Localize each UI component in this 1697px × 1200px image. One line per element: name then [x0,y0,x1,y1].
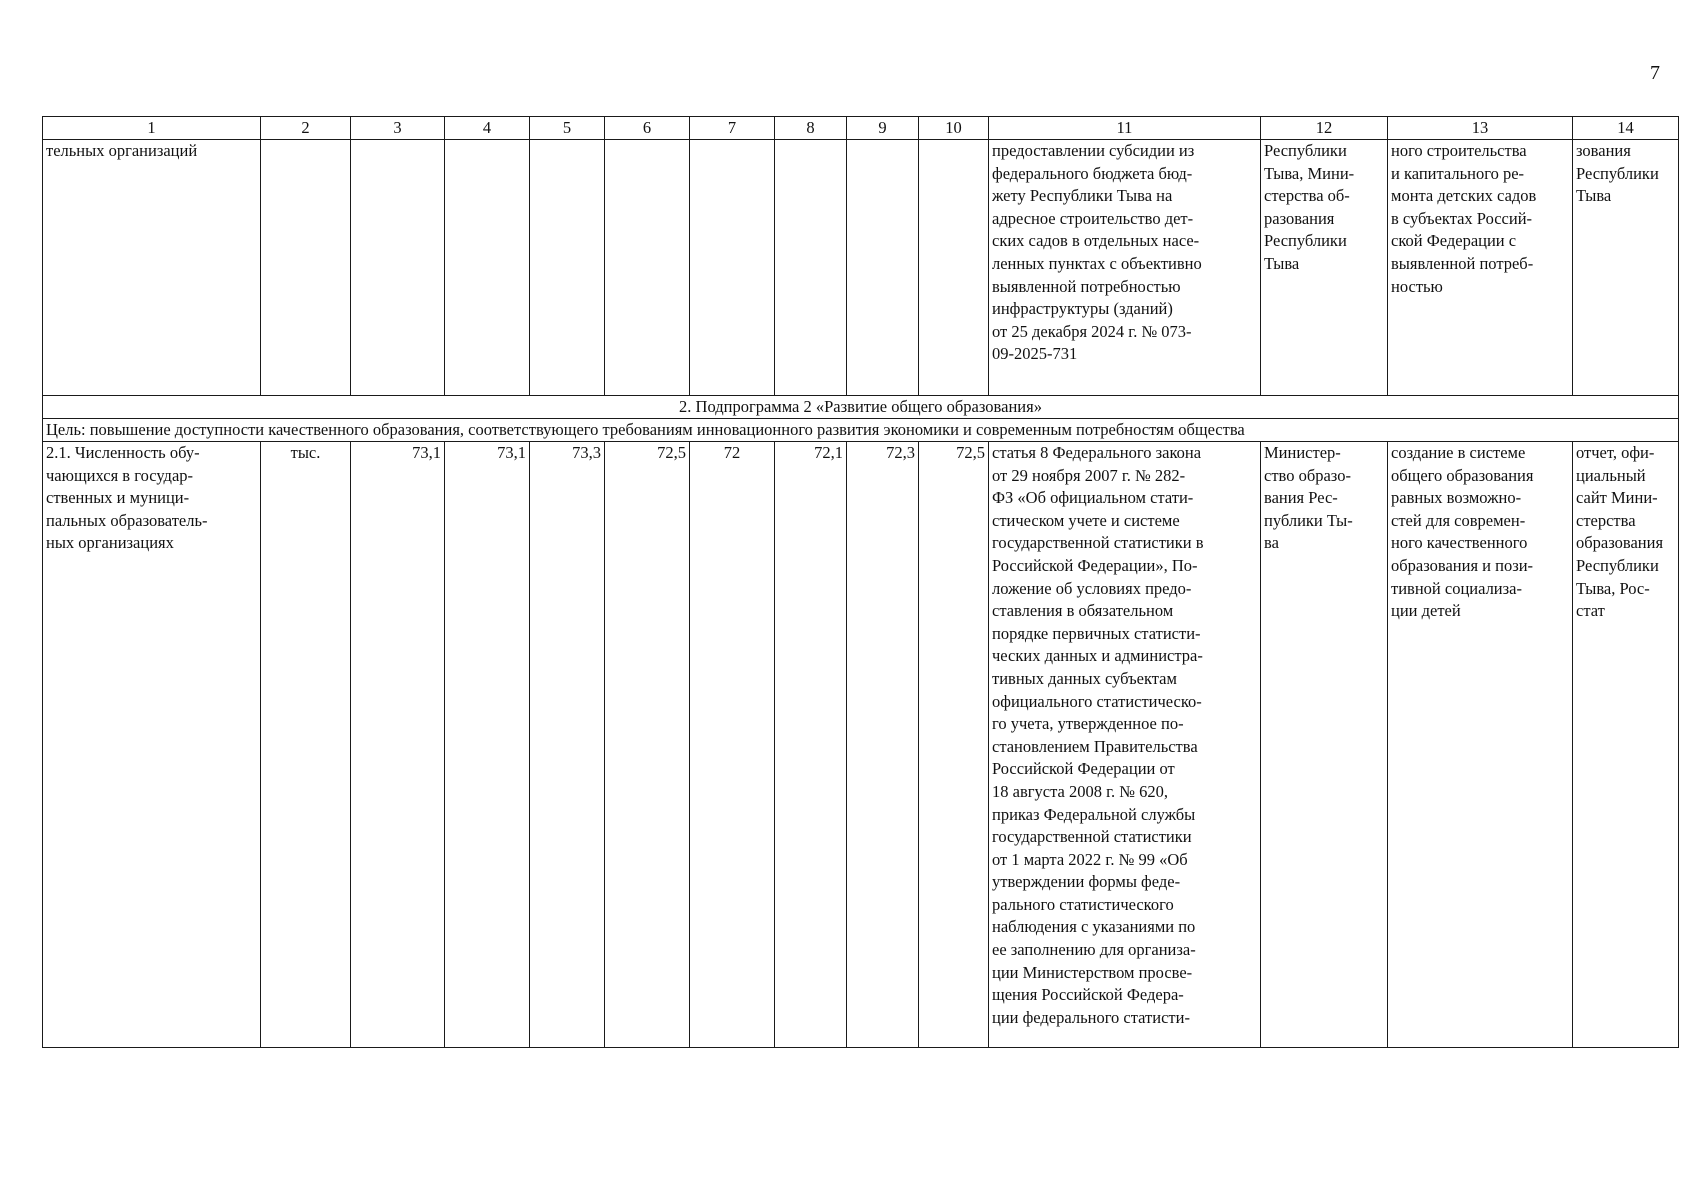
column-number-14: 14 [1573,117,1679,140]
text-line: утверждении формы феде- [992,872,1181,892]
indicator-value-9: 72,3 [847,442,919,1048]
text-line: Республики [1264,141,1347,160]
text-line: приказ Федеральной службы [992,804,1196,824]
indicator-value-5: 73,3 [530,442,605,1048]
goal-text: Цель: повышение доступности качественного образования, соответствующего требованиям инновационного развития экономики и современным потребностям общества [43,419,1679,442]
text-line: предоставлении субсидии из [992,141,1195,160]
column-number-5: 5 [530,117,605,140]
text-line: наблюдения с указаниями по [992,917,1196,937]
column-number-4: 4 [445,117,530,140]
continuation-responsible [1261,140,1388,396]
indicator-value-8: 72,1 [775,442,847,1048]
text-line: от 1 марта 2022 г. № 99 «Об [992,849,1188,869]
text-line: стат [1576,601,1605,621]
text-line: ных организациях [46,533,174,553]
text-line: создание в системе [1391,443,1526,462]
indicator-row [43,442,1679,1048]
text-line: Республики [1576,163,1659,183]
indicator-result [1388,442,1573,1048]
text-line: Российской Федерации от [992,759,1175,779]
indicator-value-6: 72,5 [605,442,690,1048]
text-line: пальных образователь- [46,510,208,530]
text-line: 2.1. Численность обу- [46,443,200,462]
text-line: Тыва, Рос- [1576,578,1650,598]
text-line: ного строительства [1391,141,1527,160]
column-number-1: 1 [43,117,261,140]
text-line: тивных данных субъектам [992,668,1177,688]
text-line: государственной статистики в [992,533,1204,553]
text-line: ставления в обязательном [992,601,1174,621]
text-line: циальный [1576,465,1646,485]
continuation-legal-basis [989,140,1261,396]
text-line: тивной социализа- [1391,578,1522,598]
text-line: вания Рес- [1264,488,1338,508]
column-number-3: 3 [351,117,445,140]
text-line: ва [1264,533,1279,553]
text-line: рального статистического [992,894,1174,914]
text-line: отчет, офи- [1576,443,1655,462]
text-line: ностью [1391,276,1443,296]
text-line: Министер- [1264,443,1341,462]
text-line: порядке первичных статисти- [992,623,1201,643]
text-line: публики Ты- [1264,510,1353,530]
text-line: стей для современ- [1391,510,1526,530]
text-line: ции детей [1391,601,1461,621]
text-line: равных возможно- [1391,488,1522,508]
text-line: ного качественного [1391,533,1528,553]
text-line: Тыва [1264,253,1300,273]
continuation-cell-6 [605,140,690,396]
column-number-9: 9 [847,117,919,140]
column-number-6: 6 [605,117,690,140]
text-line: Российской Федерации», По- [992,555,1198,575]
text-line: в субъектах Россий- [1391,208,1533,228]
continuation-indicator-name: тельных организаций [43,140,261,396]
text-line: 09-2025-731 [992,344,1078,364]
continuation-cell-4 [445,140,530,396]
text-line: образования [1576,533,1664,553]
text-line: ции Министерством просве- [992,962,1193,982]
indicator-value-4: 73,1 [445,442,530,1048]
indicator-value-3: 73,1 [351,442,445,1048]
text-line: Республики [1264,231,1347,251]
text-line: зования [1576,141,1631,160]
continuation-cell-7 [690,140,775,396]
column-number-7: 7 [690,117,775,140]
indicator-responsible [1261,442,1388,1048]
text-line: стическом учете и системе [992,510,1180,530]
text-line: ленных пунктах с объективно [992,253,1202,273]
continuation-result [1388,140,1573,396]
text-line: ФЗ «Об официальном стати- [992,488,1194,508]
text-line: Тыва [1576,186,1612,206]
continuation-source [1573,140,1679,396]
text-line: становлением Правительства [992,736,1198,756]
indicator-value-7: 72 [690,442,775,1048]
text-line: жету Республики Тыва на [992,186,1173,206]
continuation-cell-5 [530,140,605,396]
text-line: статья 8 Федерального закона [992,443,1202,462]
text-line: 18 августа 2008 г. № 620, [992,781,1168,801]
text-line: государственной статистики [992,827,1192,847]
text-line: стерства [1576,510,1636,530]
continuation-row [43,140,1679,396]
indicator-source [1573,442,1679,1048]
text-line: монта детских садов [1391,186,1537,206]
column-number-13: 13 [1388,117,1573,140]
text-line: ство образо- [1264,465,1351,485]
text-line: ции федерального статисти- [992,1007,1190,1027]
text-line: от 29 ноября 2007 г. № 282- [992,465,1186,485]
text-line: ских садов в отдельных насе- [992,231,1200,251]
text-line: адресное строительство дет- [992,208,1194,228]
section-row [43,396,1679,419]
text-line: федерального бюджета бюд- [992,163,1193,183]
text-line: инфраструктуры (зданий) [992,299,1173,319]
column-number-row [43,117,1679,140]
text-line: чающихся в государ- [46,465,194,485]
column-number-10: 10 [919,117,989,140]
text-line: от 25 декабря 2024 г. № 073- [992,321,1192,341]
column-number-8: 8 [775,117,847,140]
text-line: разования [1264,208,1335,228]
continuation-cell-2 [261,140,351,396]
text-line: Республики [1576,555,1659,575]
text-line: ской Федерации с [1391,231,1517,251]
page-number: 7 [1650,62,1660,84]
continuation-cell-3 [351,140,445,396]
continuation-cell-9 [847,140,919,396]
goal-row [43,419,1679,442]
indicator-legal-basis [989,442,1261,1048]
text-line: и капитального ре- [1391,163,1525,183]
text-line: общего образования [1391,465,1534,485]
text-line: образования и пози- [1391,555,1534,575]
text-line: ческих данных и администра- [992,646,1203,666]
text-line: ложение об условиях предо- [992,578,1192,598]
text-line: го учета, утвержденное по- [992,714,1184,734]
text-line: сайт Мини- [1576,488,1658,508]
indicator-name [43,442,261,1048]
continuation-cell-8 [775,140,847,396]
column-number-12: 12 [1261,117,1388,140]
text-line: выявленной потреб- [1391,253,1534,273]
indicator-value-10: 72,5 [919,442,989,1048]
text-line: выявленной потребностью [992,276,1181,296]
column-number-2: 2 [261,117,351,140]
section-title: 2. Подпрограмма 2 «Развитие общего образования» [43,396,1679,419]
text-line: щения Российской Федера- [992,985,1184,1005]
text-line: официального статистическо- [992,691,1202,711]
column-number-11: 11 [989,117,1261,140]
text-line: ее заполнению для организа- [992,940,1196,960]
text-line: Тыва, Мини- [1264,163,1355,183]
indicator-unit: тыс. [261,442,351,1048]
text-line: стерства об- [1264,186,1350,206]
continuation-cell-10 [919,140,989,396]
indicators-table [42,116,1679,1048]
text-line: ственных и муници- [46,488,190,508]
